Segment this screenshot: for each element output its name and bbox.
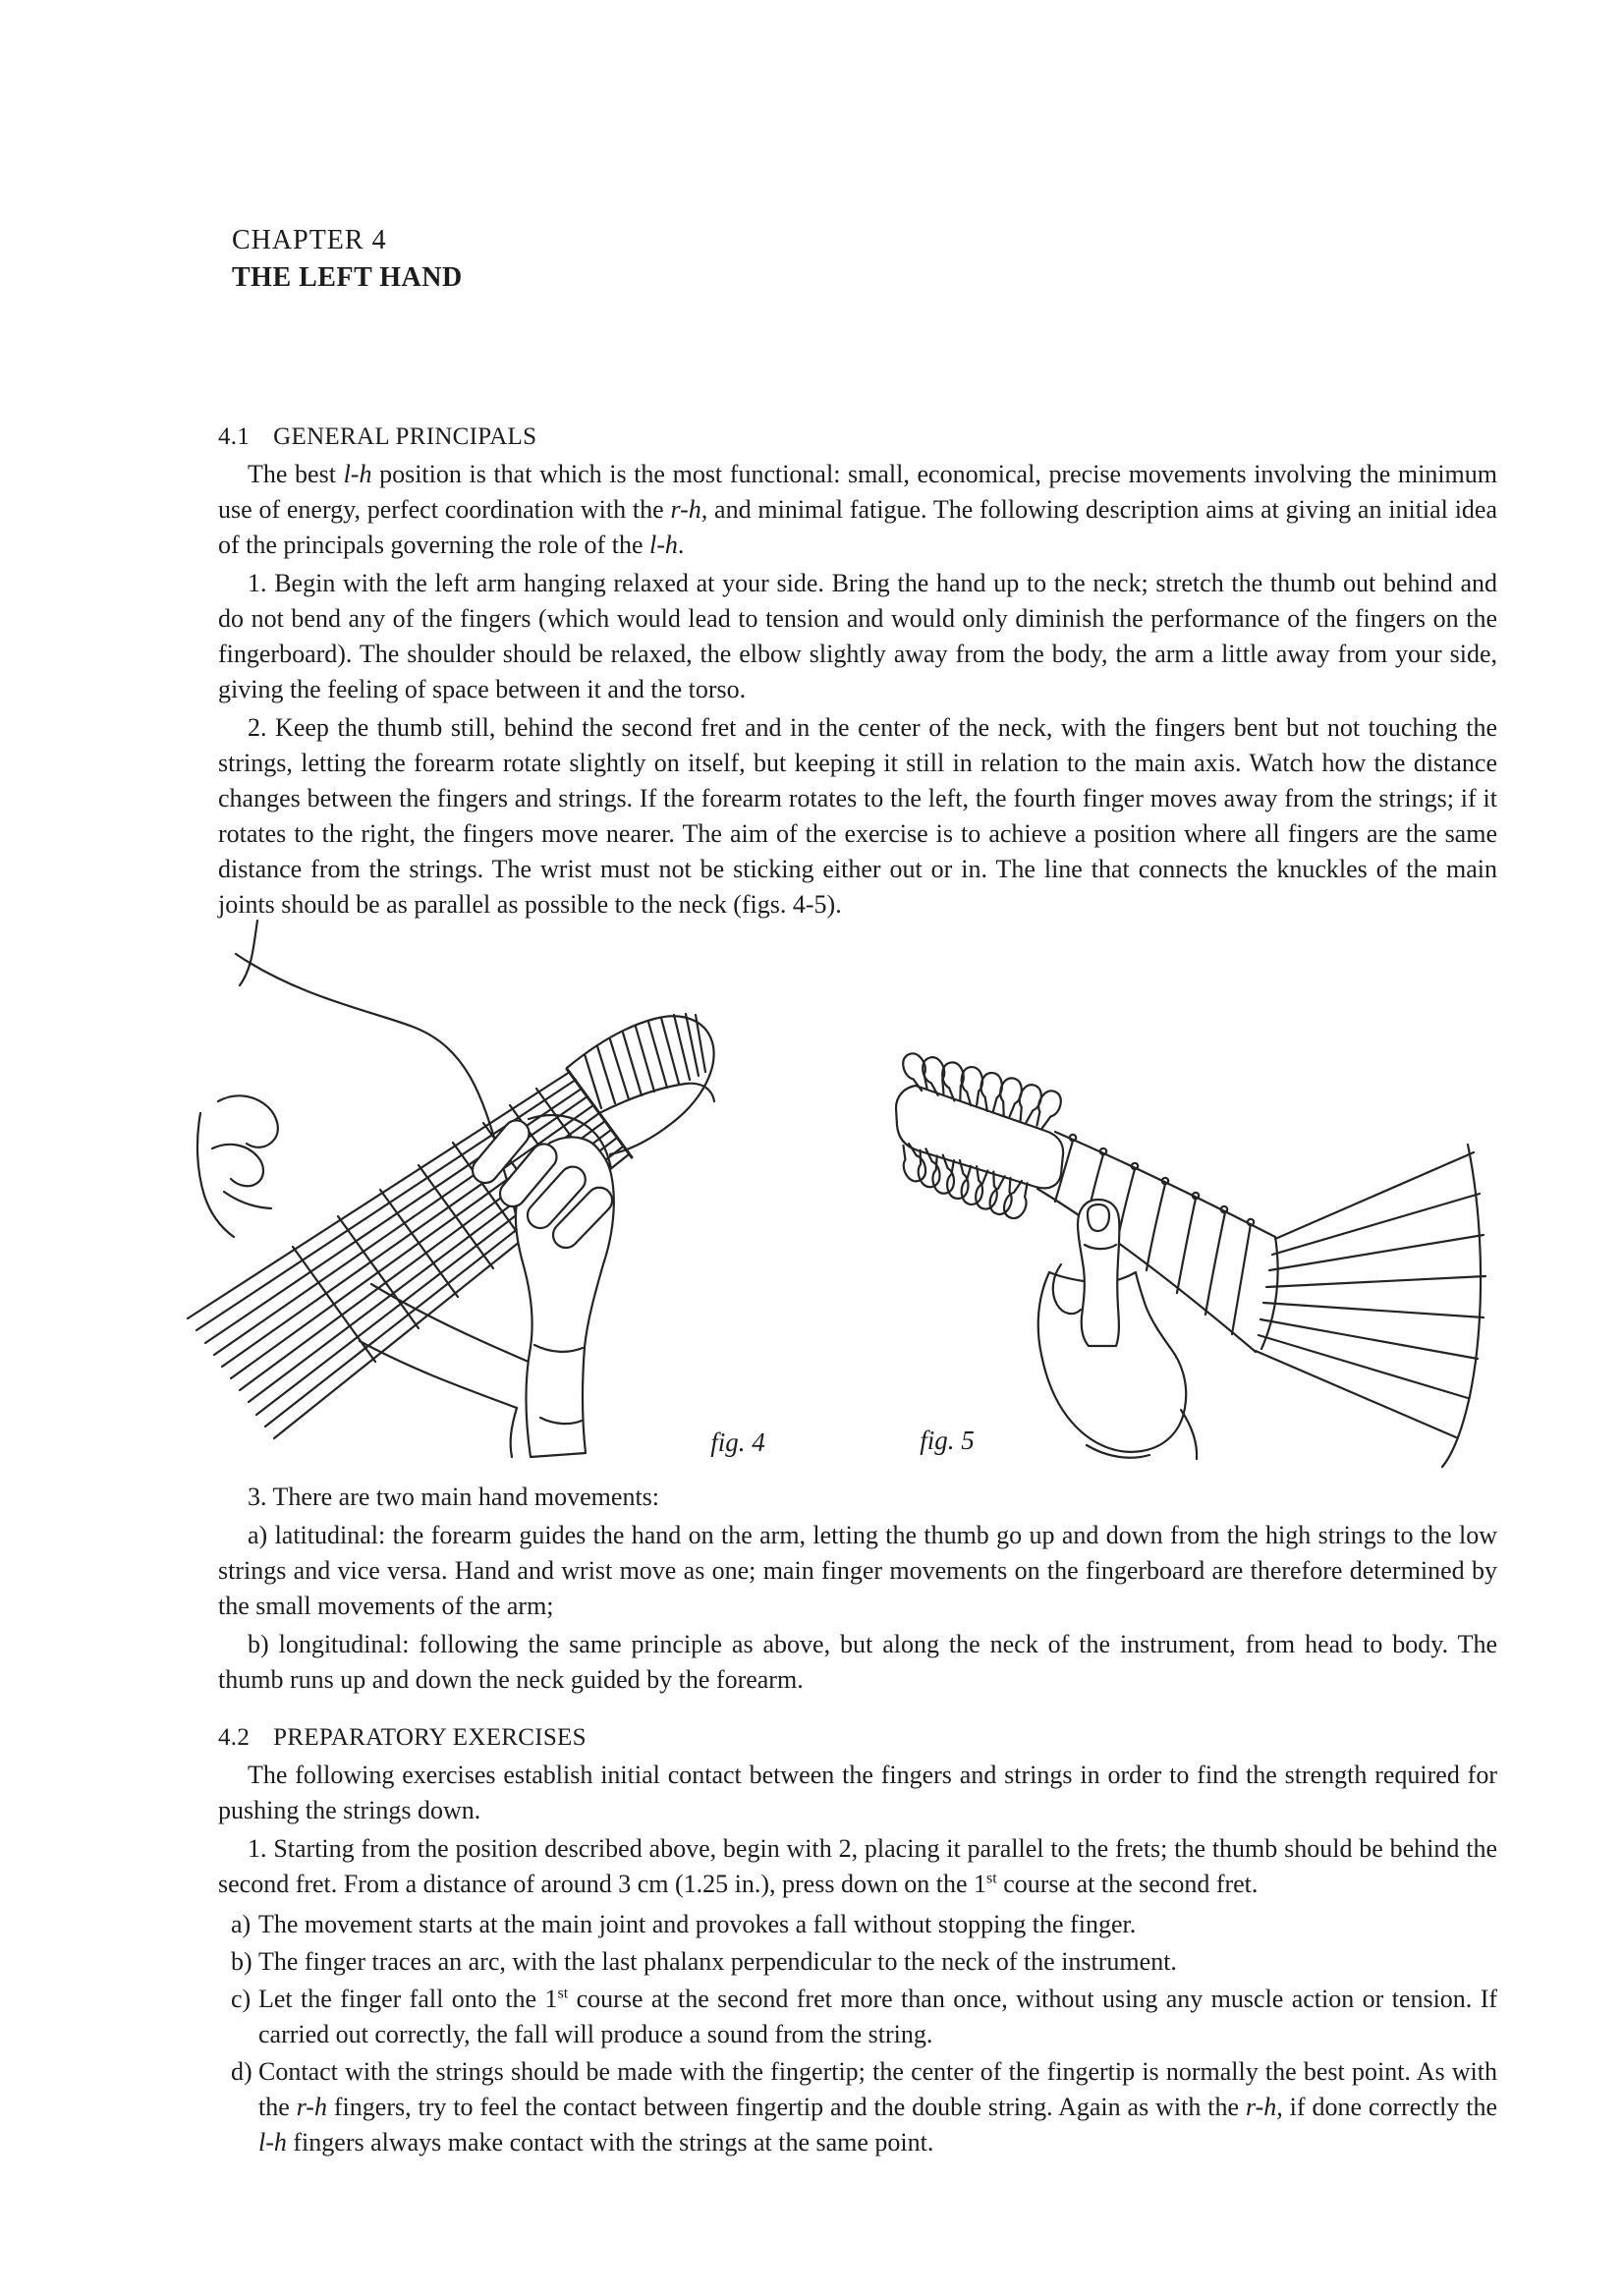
figure-5-caption: fig. 5 [920, 1426, 975, 1455]
item-text-c: Let the finger fall onto the 1st course at the second fret more than once, without using any muscle action or tension. If carried out correctly, the fall will produce a sound from the string. [258, 1985, 1498, 2048]
item-marker-c: c) [231, 1985, 252, 2013]
exercise-item-d [218, 2054, 1497, 2160]
figure-5-drawing [896, 1050, 1485, 1467]
exercise-item-c [218, 1982, 1497, 2052]
item-marker-b: b) [231, 1947, 252, 1976]
item-marker-a: a) [231, 1910, 252, 1938]
paragraph-movements-intro: 3. There are two main hand movements: [248, 1483, 660, 1511]
figure-4-caption: fig. 4 [710, 1428, 765, 1457]
paragraph-step-2: 2. Keep the thumb still, behind the second fret and in the center of the neck, with the fingers bent but not touching the strings, letting the forearm rotate slightly on itself, but keeping it still in relation to the main axis. Watch how the distance changes between the fingers and strings. If the forearm rotates to the left, the fourth finger moves away from the strings; if it rotates to the right, the fingers move nearer. The aim of the exercise is to achieve a position where all fingers are the same distance from the strings. The wrist must not be sticking either out or in. The line that connects the knuckles of the main joints should be as parallel as possible to the neck (figs. 4-5). [218, 713, 1497, 919]
chapter-heading [218, 0, 1497, 297]
section-4-1-heading [218, 420, 1497, 454]
paragraph-exercise-step-1: 1. Starting from the position described above, begin with 2, placing it parallel to the frets; the thumb should be behind the second fret. From a distance of around 3 cm (1.25 in.), press down on the 1st course at the second fret. [218, 1834, 1497, 1898]
paragraph-step-1: 1. Begin with the left arm hanging relaxed at your side. Bring the hand up to the neck; stretch the thumb out behind and do not bend any of the fingers (which would lead to tension and would only diminish the performance of the fingers on the fingerboard). The shoulder should be relaxed, the elbow slightly away from the body, the arm a little away from your side, giving the feeling of space between it and the torso. [218, 569, 1497, 703]
paragraph-exercises-intro: The following exercises establish initial contact between the fingers and strings in order to find the strength required for pushing the strings down. [218, 1761, 1497, 1824]
exercise-item-a [218, 1907, 1497, 1942]
tuning-pegs-lower [896, 1141, 1034, 1221]
section-4-1-number: 4.1 [218, 423, 251, 450]
chapter-title: THE LEFT HAND [232, 262, 463, 293]
paragraph-latitudinal: a) latitudinal: the forearm guides the hand on the arm, letting the thumb go up and down from the high strings to the low strings and vice versa. Hand and wrist move as one; main finger movements on the fingerboard are therefore determined by the small movements of the arm; [218, 1521, 1497, 1620]
item-text-d: Contact with the strings should be made with the fingertip; the center of the fingertip is normally the best point. As with the r-h fingers, try to feel the contact between fingertip and the double string. Again as with the r-h, if done correctly the l-h fingers always make contact with the strings at the same point. [258, 2057, 1497, 2156]
page-content [218, 0, 1497, 2160]
exercise-list [218, 1907, 1497, 2160]
section-4-1-title: GENERAL PRINCIPALS [273, 423, 537, 450]
figures-block [218, 926, 1497, 1477]
figure-drawings [138, 907, 1503, 1477]
exercise-item-b [218, 1944, 1497, 1980]
paragraph-best-position: The best l-h position is that which is the most functional: small, economical, precise movements involving the minimum use of energy, perfect coordination with the r-h, and minimal fatigue. The following description aims at giving an initial idea of the principals governing the role of the l-h. [218, 460, 1498, 559]
item-text-a: The movement starts at the main joint and provokes a fall without stopping the finger. [258, 1910, 1137, 1938]
figure-4-drawing [188, 921, 714, 1457]
tuning-pegs-upper [899, 1050, 1065, 1131]
section-4-2-heading [218, 1721, 1497, 1755]
item-text-b: The finger traces an arc, with the last phalanx perpendicular to the neck of the instrument. [258, 1947, 1177, 1976]
section-4-2-number: 4.2 [218, 1724, 251, 1751]
chapter-label: CHAPTER 4 [232, 225, 387, 255]
section-4-2-title: PREPARATORY EXERCISES [273, 1724, 587, 1751]
item-marker-d: d) [231, 2057, 252, 2086]
paragraph-longitudinal: b) longitudinal: following the same principle as above, but along the neck of the instrument, from head to body. The thumb runs up and down the neck guided by the forearm. [218, 1630, 1497, 1694]
